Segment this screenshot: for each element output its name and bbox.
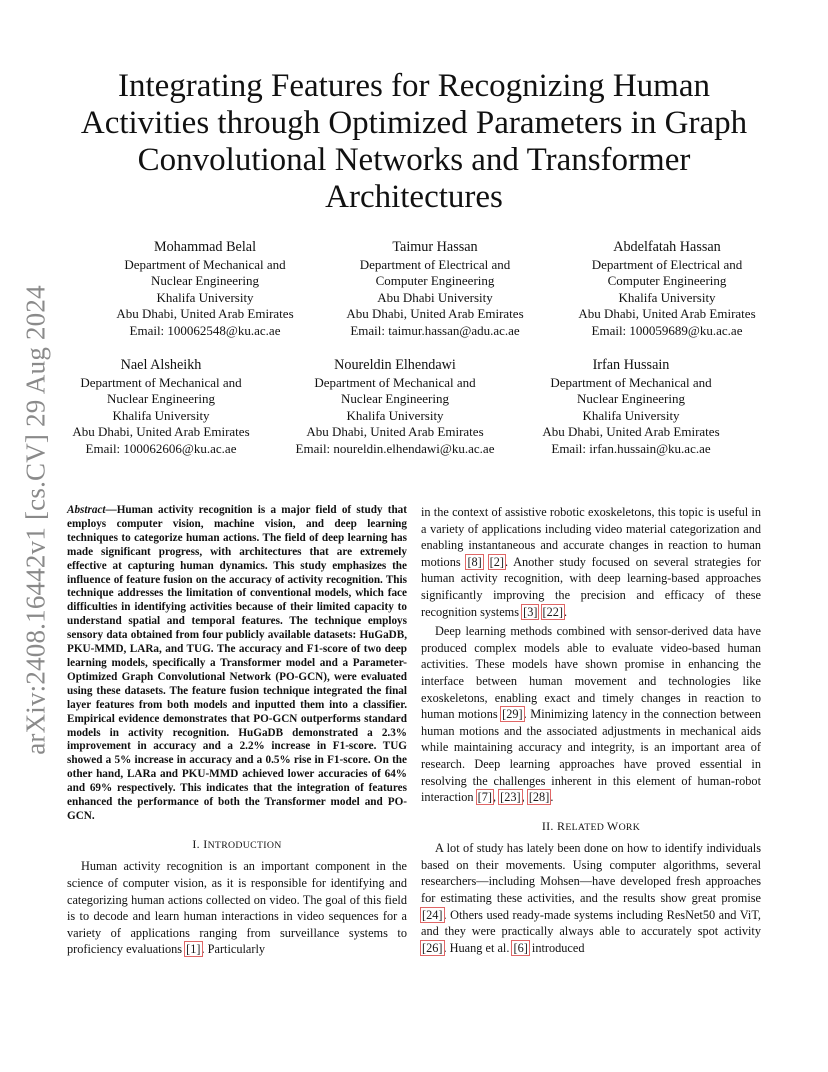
citation-link[interactable]: [8] [467, 554, 482, 569]
author-location: Abu Dhabi, United Arab Emirates [542, 424, 720, 440]
section-numeral: I. [192, 836, 204, 851]
paragraph-text: . Another study focused on several strategies for human activity recognition, with deep learning-based approaches significantly improving the precision and efficacy of these recognition systems [421, 554, 762, 619]
author-name: Noureldin Elhendawi [334, 357, 456, 373]
intro-paragraph [67, 858, 407, 958]
author-institution: Abu Dhabi University [377, 289, 493, 305]
author-location: Abu Dhabi, United Arab Emirates [578, 306, 756, 322]
section-heading-rest: NTRODUCTION [207, 839, 282, 851]
author-name: Mohammad Belal [153, 239, 257, 255]
author-institution: Khalifa University [618, 289, 716, 305]
section-heading-rest: ORK [618, 821, 641, 833]
author-location: Abu Dhabi, United Arab Emirates [72, 424, 250, 440]
citation-link[interactable]: [7] [477, 790, 492, 805]
citation-link[interactable]: [3] [523, 604, 538, 619]
author-department: Computer Engineering [375, 273, 495, 289]
title-line: Activities through Optimized Parameters in Graph [80, 105, 748, 141]
paragraph-text: . Others used ready-made systems including ResNet50 and ViT, and they were practically always able to accurately spot activity [421, 907, 761, 939]
arxiv-identifier: arXiv:2408.16442v1 [cs.CV] 29 Aug 2024 [20, 285, 51, 755]
citation-link[interactable]: [29] [502, 707, 523, 722]
author-institution: Khalifa University [112, 407, 210, 423]
author-block [56, 357, 266, 458]
citation-link[interactable]: [6] [513, 940, 528, 955]
citation-link[interactable]: [2] [489, 554, 504, 569]
author-email: Email: taimur.hassan@adu.ac.ae [350, 322, 520, 338]
author-email: Email: noureldin.elhendawi@ku.ac.ae [295, 440, 495, 456]
author-email: Email: irfan.hussain@ku.ac.ae [551, 440, 711, 456]
author-email: Email: 100062548@ku.ac.ae [129, 322, 281, 338]
author-institution: Khalifa University [156, 289, 254, 305]
author-block [325, 239, 545, 340]
author-institution: Khalifa University [346, 407, 444, 423]
section-heading-related-work [421, 818, 761, 837]
title-line: Architectures [325, 179, 503, 215]
paragraph-text: in the context of assistive robotic exoskeletons, this topic is useful in a variety of applications including video material categorization and enabling instantaneous and accurate changes in reaction to human motions [421, 505, 761, 569]
paragraph-text: . Particularly [201, 942, 266, 957]
intro-paragraph-continued: in the context of assistive robotic exoskeletons, this topic is useful in a variety of applications including video material categorization and enabling instantaneous and accurate changes in reaction to human motions [8] [2]. Another study focused on several strategies for human activity recognition, with deep learning-based approaches significantly improving the precision and efficacy of these recognition systems [3] [22]. [421, 505, 762, 619]
author-name: Irfan Hussain [592, 357, 670, 373]
author-department: Department of Electrical and [359, 256, 511, 272]
title-line: Integrating Features for Recognizing Human [118, 68, 710, 104]
author-email: Email: 100062606@ku.ac.ae [85, 440, 237, 456]
abstract-text: —Human activity recognition is a major field of study that employs computer vision, machine vision, and deep learning techniques to categorize human actions. The field of deep learning has made significant progress, with architectures that are extremely effective at capturing human dynamics. This study emphasizes the influence of feature fusion on the accuracy of activity recognition. This technique addresses the limitation of conventional models, which face difficulties in identifying activities because of their limited capacity to understand spatial and temporal features. The technique employs sensory data obtained from four publicly available datasets: HuGaDB, PKU-MMD, LARa, and TUG. The accuracy and F1-score of two deep learning models, specifically a Transformer model and a Parameter-Optimized Graph Convolutional Network (PO-GCN), were evaluated using these datasets. The feature fusion technique integrated the final layer features from both models and inputted them into a classifier. Empirical evidence demonstrates that PO-GCN outperforms standard models in activity recognition. HuGaDB demonstrated a 2.3% improvement in accuracy and a 2.2% increase in F1-score. TUG showed a 5% increase in accuracy and a 0.5% rise in F1-score. On the other hand, LARa and PKU-MMD achieved lower accuracies of 64% and 69% respectively. This indicates that the integration of features enhanced the performance of both the Transformer model and PO-GCN. [67, 504, 407, 822]
author-location: Abu Dhabi, United Arab Emirates [306, 424, 484, 440]
author-block [100, 239, 310, 340]
section-heading-rest: ELATED [565, 821, 607, 833]
paragraph-text: Human activity recognition is an important component in the science of computer vision, as it is responsible for identifying and categorizing human actions collected on video. The goal of this field is to decode and learn human interactions in video sequences for a variety of applications ranging from surveillance systems to proficiency evaluations [67, 859, 407, 957]
citation-link[interactable]: [24] [422, 907, 443, 922]
citation-link[interactable]: [28] [528, 790, 550, 805]
author-department: Department of Mechanical and [314, 374, 476, 390]
author-department: Nuclear Engineering [151, 273, 259, 289]
author-department: Department of Electrical and [591, 256, 743, 272]
citation-link[interactable]: [1] [186, 942, 201, 957]
author-location: Abu Dhabi, United Arab Emirates [116, 306, 294, 322]
author-institution: Khalifa University [582, 407, 680, 423]
author-department: Nuclear Engineering [577, 391, 685, 407]
author-location: Abu Dhabi, United Arab Emirates [346, 306, 524, 322]
abstract [67, 504, 407, 824]
author-department: Department of Mechanical and [124, 256, 286, 272]
citation-link[interactable]: [26] [422, 940, 443, 955]
author-name: Abdelfatah Hassan [613, 239, 721, 255]
right-column [421, 504, 761, 956]
citation-link[interactable]: [23] [500, 790, 521, 805]
author-name: Nael Alsheikh [120, 357, 202, 373]
paragraph-text: . Huang et al. [443, 940, 513, 955]
section-numeral: II. [541, 818, 558, 833]
intro-paragraph: Deep learning methods combined with sensor-derived data have produced complex models able to evaluate video-based human activities. These models have shown promise in enhancing the interface between human movement and technologies like exoskeletons, enabling exact and timely changes in reaction to human motions [29]. Minimizing latency in the connection between human motions and the associated adjustments in mechanical aids while maintaining accuracy and integrity, is an important area of research. Deep learning approaches have proved essential in resolving the challenges inherent in this element of human-robot interaction [7], [23], [28]. [421, 624, 761, 805]
author-department: Nuclear Engineering [341, 391, 449, 407]
citation-link[interactable]: [22] [542, 604, 564, 619]
author-department: Computer Engineering [607, 273, 727, 289]
author-block [526, 357, 736, 458]
author-email: Email: 100059689@ku.ac.ae [591, 322, 743, 338]
section-heading-initial: W [606, 818, 619, 833]
paragraph-text: A lot of study has lately been done on how to identify individuals based on their movements. Using computer algorithms, several researchers—including Mohsen—have developed fresh approaches for estimating these activities, and the results show great promise [421, 841, 761, 906]
author-name: Taimur Hassan [392, 239, 478, 255]
abstract-lead: Abstract [67, 504, 106, 516]
paper-title [70, 68, 758, 216]
section-heading-initial: I [203, 836, 208, 851]
author-department: Nuclear Engineering [107, 391, 215, 407]
left-column [67, 504, 407, 958]
paragraph-text: introduced [528, 940, 585, 955]
author-department: Department of Mechanical and [80, 374, 242, 390]
related-work-paragraph [421, 840, 761, 956]
section-heading-introduction [67, 836, 407, 855]
author-block [562, 239, 772, 340]
paragraph-text: Deep learning methods combined with sensor-derived data have produced complex models able to evaluate video-based human activities. These models have shown promise in enhancing the interface between human movement and technologies like exoskeletons, enabling exact and timely changes in reaction to human motions [421, 624, 761, 722]
author-department: Department of Mechanical and [550, 374, 712, 390]
section-heading-initial: R [557, 818, 566, 833]
title-line: Convolutional Networks and Transformer [137, 142, 691, 178]
paragraph-text: . Minimizing latency in the connection between human motions and the associated adjustments in mechanical aids while maintaining accuracy and integrity, is an important area of research. Deep learning approaches have proved essential in resolving the challenges inherent in this element of human-robot interaction [421, 707, 761, 805]
author-block [280, 357, 510, 458]
